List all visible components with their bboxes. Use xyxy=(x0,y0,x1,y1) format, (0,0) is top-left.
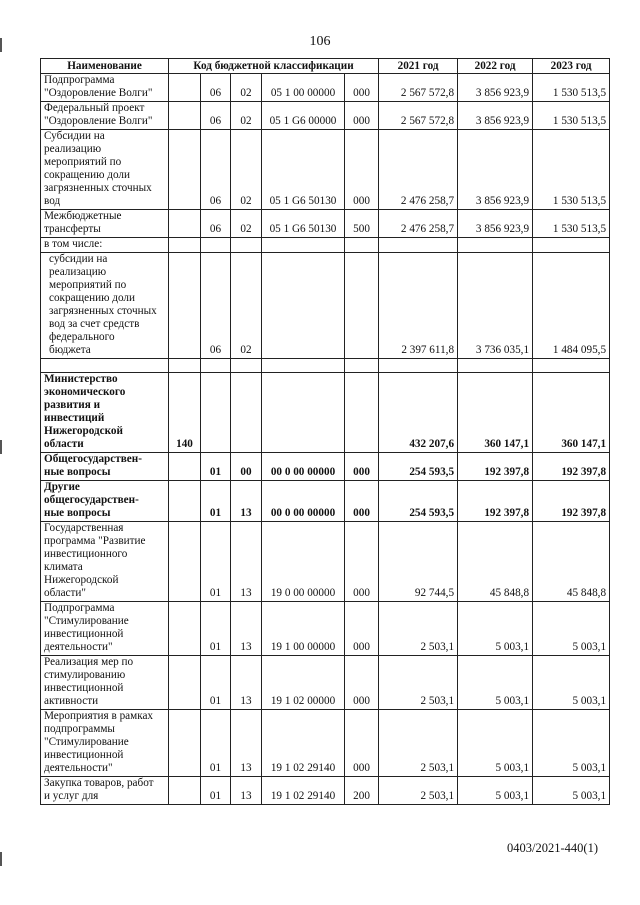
header-code: Код бюджетной классификации xyxy=(169,59,379,74)
table-row xyxy=(41,359,610,373)
value-2021: 92 744,5 xyxy=(379,522,458,602)
ministry-code xyxy=(169,710,201,777)
table-row xyxy=(41,656,610,710)
table-row xyxy=(41,210,610,238)
ministry-code xyxy=(169,130,201,210)
value-2022: 3 856 923,9 xyxy=(458,210,533,238)
value-2022: 3 856 923,9 xyxy=(458,130,533,210)
table-row xyxy=(41,602,610,656)
value-2022 xyxy=(458,238,533,253)
value-2023: 5 003,1 xyxy=(533,656,610,710)
ministry-code xyxy=(169,522,201,602)
target-article-code xyxy=(262,253,345,359)
value-2023: 192 397,8 xyxy=(533,481,610,522)
expense-type-code xyxy=(345,373,379,453)
value-2021: 2 503,1 xyxy=(379,656,458,710)
value-2023: 1 484 095,5 xyxy=(533,253,610,359)
scan-edge-mark xyxy=(0,440,2,454)
value-2022: 5 003,1 xyxy=(458,656,533,710)
document-number: 0403/2021-440(1) xyxy=(507,841,598,855)
expense-type-code: 000 xyxy=(345,130,379,210)
value-2022: 45 848,8 xyxy=(458,522,533,602)
expense-type-code xyxy=(345,238,379,253)
value-2023: 1 530 513,5 xyxy=(533,74,610,102)
table-row xyxy=(41,453,610,481)
table-row xyxy=(41,238,610,253)
ministry-code: 140 xyxy=(169,373,201,453)
value-2023: 1 530 513,5 xyxy=(533,210,610,238)
subsection-code xyxy=(231,359,262,373)
row-name: Министерство экономического развития и инвестиций Нижегородской области xyxy=(41,373,169,453)
row-name: Закупка товаров, работ и услуг для xyxy=(41,777,169,805)
table-header-row xyxy=(41,59,610,74)
section-code: 01 xyxy=(201,656,231,710)
value-2023: 1 530 513,5 xyxy=(533,130,610,210)
value-2023 xyxy=(533,359,610,373)
subsection-code xyxy=(231,373,262,453)
value-2023: 5 003,1 xyxy=(533,777,610,805)
section-code: 01 xyxy=(201,522,231,602)
section-code: 01 xyxy=(201,777,231,805)
section-code: 06 xyxy=(201,253,231,359)
value-2021 xyxy=(379,359,458,373)
ministry-code xyxy=(169,359,201,373)
table-row xyxy=(41,710,610,777)
ministry-code xyxy=(169,238,201,253)
value-2023: 192 397,8 xyxy=(533,453,610,481)
target-article-code: 19 1 02 29140 xyxy=(262,777,345,805)
subsection-code xyxy=(231,238,262,253)
expense-type-code: 200 xyxy=(345,777,379,805)
subsection-code: 13 xyxy=(231,710,262,777)
ministry-code xyxy=(169,210,201,238)
expense-type-code: 000 xyxy=(345,74,379,102)
target-article-code: 05 1 G6 50130 xyxy=(262,210,345,238)
ministry-code xyxy=(169,102,201,130)
value-2023: 45 848,8 xyxy=(533,522,610,602)
target-article-code xyxy=(262,373,345,453)
section-code: 01 xyxy=(201,453,231,481)
section-code: 06 xyxy=(201,74,231,102)
budget-table xyxy=(40,58,610,805)
value-2021: 432 207,6 xyxy=(379,373,458,453)
value-2021: 2 567 572,8 xyxy=(379,102,458,130)
ministry-code xyxy=(169,777,201,805)
value-2021: 2 503,1 xyxy=(379,710,458,777)
expense-type-code: 000 xyxy=(345,522,379,602)
subsection-code: 02 xyxy=(231,74,262,102)
value-2021: 2 397 611,8 xyxy=(379,253,458,359)
row-name: в том числе: xyxy=(41,238,169,253)
target-article-code: 19 1 00 00000 xyxy=(262,602,345,656)
table-row xyxy=(41,102,610,130)
target-article-code: 05 1 G6 50130 xyxy=(262,130,345,210)
section-code: 01 xyxy=(201,481,231,522)
row-name: субсидии на реализацию мероприятий по сокращению доли загрязненных сточных вод за счет средств федерального бюджета xyxy=(41,253,169,359)
value-2022: 5 003,1 xyxy=(458,777,533,805)
expense-type-code xyxy=(345,359,379,373)
expense-type-code xyxy=(345,253,379,359)
value-2023: 1 530 513,5 xyxy=(533,102,610,130)
value-2021: 254 593,5 xyxy=(379,481,458,522)
expense-type-code: 500 xyxy=(345,210,379,238)
header-2023: 2023 год xyxy=(533,59,610,74)
table-row xyxy=(41,253,610,359)
row-name: Реализация мер по стимулированию инвестиционной активности xyxy=(41,656,169,710)
ministry-code xyxy=(169,656,201,710)
subsection-code: 02 xyxy=(231,130,262,210)
value-2021: 2 567 572,8 xyxy=(379,74,458,102)
value-2021: 2 476 258,7 xyxy=(379,130,458,210)
row-name: Подпрограмма "Оздоровление Волги" xyxy=(41,74,169,102)
value-2023: 5 003,1 xyxy=(533,710,610,777)
table-row xyxy=(41,481,610,522)
subsection-code: 02 xyxy=(231,102,262,130)
expense-type-code: 000 xyxy=(345,453,379,481)
ministry-code xyxy=(169,602,201,656)
row-name: Государственная программа "Развитие инвестиционного климата Нижегородской области" xyxy=(41,522,169,602)
ministry-code xyxy=(169,453,201,481)
section-code xyxy=(201,238,231,253)
target-article-code: 05 1 G6 00000 xyxy=(262,102,345,130)
value-2022: 192 397,8 xyxy=(458,453,533,481)
value-2022: 3 736 035,1 xyxy=(458,253,533,359)
row-name: Мероприятия в рамках подпрограммы "Стимулирование инвестиционной деятельности" xyxy=(41,710,169,777)
target-article-code xyxy=(262,238,345,253)
table-row xyxy=(41,130,610,210)
value-2021: 2 503,1 xyxy=(379,777,458,805)
expense-type-code: 000 xyxy=(345,481,379,522)
subsection-code: 13 xyxy=(231,602,262,656)
value-2022: 192 397,8 xyxy=(458,481,533,522)
subsection-code: 02 xyxy=(231,210,262,238)
target-article-code: 19 0 00 00000 xyxy=(262,522,345,602)
row-name: Межбюджетные трансферты xyxy=(41,210,169,238)
section-code xyxy=(201,373,231,453)
section-code: 01 xyxy=(201,602,231,656)
subsection-code: 00 xyxy=(231,453,262,481)
subsection-code: 13 xyxy=(231,481,262,522)
section-code: 06 xyxy=(201,102,231,130)
table-row xyxy=(41,74,610,102)
value-2023: 360 147,1 xyxy=(533,373,610,453)
value-2023 xyxy=(533,238,610,253)
value-2022: 3 856 923,9 xyxy=(458,102,533,130)
header-name: Наименование xyxy=(41,59,169,74)
section-code: 06 xyxy=(201,130,231,210)
target-article-code: 19 1 02 00000 xyxy=(262,656,345,710)
target-article-code: 05 1 00 00000 xyxy=(262,74,345,102)
header-2021: 2021 год xyxy=(379,59,458,74)
target-article-code: 00 0 00 00000 xyxy=(262,453,345,481)
subsection-code: 13 xyxy=(231,522,262,602)
value-2022 xyxy=(458,359,533,373)
table-row xyxy=(41,522,610,602)
value-2022: 360 147,1 xyxy=(458,373,533,453)
row-name: Другие общегосударствен- ные вопросы xyxy=(41,481,169,522)
header-2022: 2022 год xyxy=(458,59,533,74)
row-name xyxy=(41,359,169,373)
row-name: Подпрограмма "Стимулирование инвестиционной деятельности" xyxy=(41,602,169,656)
value-2021: 2 476 258,7 xyxy=(379,210,458,238)
row-name: Общегосударствен- ные вопросы xyxy=(41,453,169,481)
value-2022: 3 856 923,9 xyxy=(458,74,533,102)
value-2022: 5 003,1 xyxy=(458,710,533,777)
table-row xyxy=(41,373,610,453)
section-code xyxy=(201,359,231,373)
value-2022: 5 003,1 xyxy=(458,602,533,656)
value-2023: 5 003,1 xyxy=(533,602,610,656)
subsection-code: 13 xyxy=(231,777,262,805)
expense-type-code: 000 xyxy=(345,656,379,710)
target-article-code: 00 0 00 00000 xyxy=(262,481,345,522)
scan-edge-mark xyxy=(0,852,2,866)
value-2021: 254 593,5 xyxy=(379,453,458,481)
ministry-code xyxy=(169,74,201,102)
row-name: Субсидии на реализацию мероприятий по сокращению доли загрязненных сточных вод xyxy=(41,130,169,210)
page-number: 106 xyxy=(309,34,331,49)
expense-type-code: 000 xyxy=(345,102,379,130)
ministry-code xyxy=(169,481,201,522)
table-row xyxy=(41,777,610,805)
target-article-code xyxy=(262,359,345,373)
expense-type-code: 000 xyxy=(345,602,379,656)
section-code: 06 xyxy=(201,210,231,238)
value-2021: 2 503,1 xyxy=(379,602,458,656)
target-article-code: 19 1 02 29140 xyxy=(262,710,345,777)
ministry-code xyxy=(169,253,201,359)
value-2021 xyxy=(379,238,458,253)
row-name: Федеральный проект "Оздоровление Волги" xyxy=(41,102,169,130)
subsection-code: 13 xyxy=(231,656,262,710)
subsection-code: 02 xyxy=(231,253,262,359)
section-code: 01 xyxy=(201,710,231,777)
expense-type-code: 000 xyxy=(345,710,379,777)
